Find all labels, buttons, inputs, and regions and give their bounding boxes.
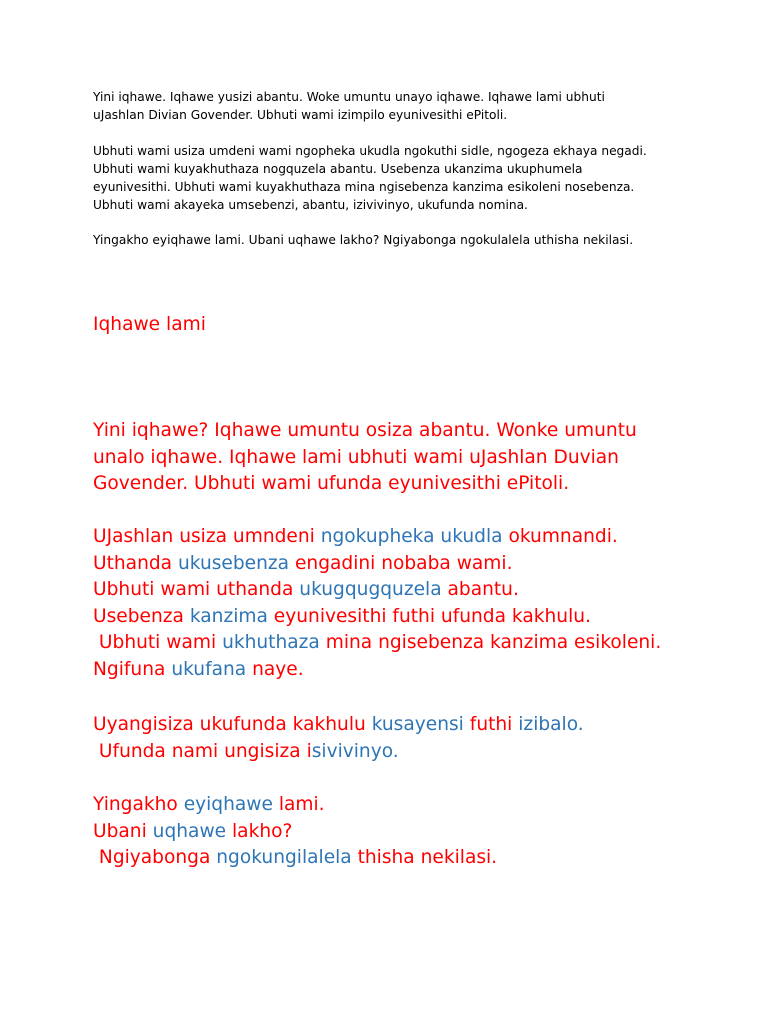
body-paragraph-2 [93,524,753,683]
text-line: Govender. Ubhuti wami ufunda eyunivesithi ePitoli. [93,473,570,494]
text-line: unalo iqhawe. Iqhawe lami ubhuti wami uJashlan Duvian [93,446,619,468]
text-line [93,657,753,684]
text-line: Yini iqhawe? Iqhawe umuntu osiza abantu. Wonke umuntu [93,420,637,441]
text-blue: ngokupheka ukudla [320,526,503,547]
text-blue: sivivinyo. [311,740,399,762]
text-line: eyunivesithi. Ubhuti wami kuyakhuthaza mina ngisebenza kanzima esikoleni nosebenza. [93,180,635,194]
text-line: Ubhuti wami akayeka umsebenzi, abantu, izivivinyo, ukufunda nomina. [93,198,528,212]
text-red: UJashlan usiza umndeni [93,526,321,547]
title-text: Iqhawe lami [93,314,206,335]
text-blue: izibalo. [518,714,584,735]
text-red: okumnandi. [502,526,618,547]
text-blue: ukufana [171,658,247,680]
text-line [93,712,753,739]
text-red: Uthanda [93,552,178,574]
text-line [93,845,753,872]
text-red: Ngifuna [93,658,172,680]
text-red: engadini nobaba wami. [289,552,513,574]
text-red: abantu. [441,579,519,600]
text-red: Ubani [93,820,153,842]
text-red: naye. [246,658,304,680]
text-line: Ubhuti wami kuyakhuthaza nogquzela abantu. Usebenza ukanzima ukuphumela [93,162,583,176]
text-blue: eyiqhawe [183,794,273,815]
text-red: lami. [272,794,325,815]
text-red: Ubhuti wami uthanda [93,579,300,600]
text-blue: ngokungilalela [216,847,352,868]
intro-paragraph-1 [93,88,733,124]
intro-paragraph-2 [93,142,733,214]
text-red: thisha nekilasi. [351,847,498,868]
text-line [93,551,753,578]
text-line [93,524,753,551]
text-blue: ukugqugquzela [299,579,442,600]
intro-paragraph-3 [93,231,733,249]
text-line: Ubhuti wami usiza umdeni wami ngopheka ukudla ngokuthi sidle, ngogeza ekhaya negadi. [93,144,647,158]
text-line [93,630,753,657]
text-red: Uyangisiza ukufunda kakhulu [93,714,372,735]
text-red: eyunivesithi futhi ufunda kakhulu. [267,605,591,627]
text-red: Yingakho [93,794,184,815]
body-paragraph-4 [93,792,753,872]
text-red: Ufunda nami ungisiza i [93,740,312,762]
document-title [93,312,753,339]
text-red: Ngiyabonga [93,847,217,868]
body-paragraph-3 [93,712,753,765]
text-line: uJashlan Divian Govender. Ubhuti wami izimpilo eyunivesithi ePitoli. [93,108,508,122]
text-blue: ukhuthaza [222,632,320,653]
text-line [93,604,753,631]
text-blue: kanzima [189,605,268,627]
text-blue: kusayensi [371,714,464,735]
text-line [93,577,753,604]
text-red: mina ngisebenza kanzima esikoleni. [319,632,662,653]
text-line: Yingakho eyiqhawe lami. Ubani uqhawe lakho? Ngiyabonga ngokulalela uthisha nekilasi. [93,233,634,247]
text-blue: uqhawe [152,820,227,842]
text-red: Ubhuti wami [93,632,223,653]
text-line: Yini iqhawe. Iqhawe yusizi abantu. Woke umuntu unayo iqhawe. Iqhawe lami ubhuti [93,90,605,104]
text-line [93,739,753,766]
text-blue: ukusebenza [177,552,290,574]
text-red: futhi [463,714,519,735]
text-red: Usebenza [93,605,190,627]
text-red: lakho? [226,820,293,842]
body-paragraph-1 [93,418,753,498]
text-line [93,792,753,819]
text-line [93,819,753,846]
